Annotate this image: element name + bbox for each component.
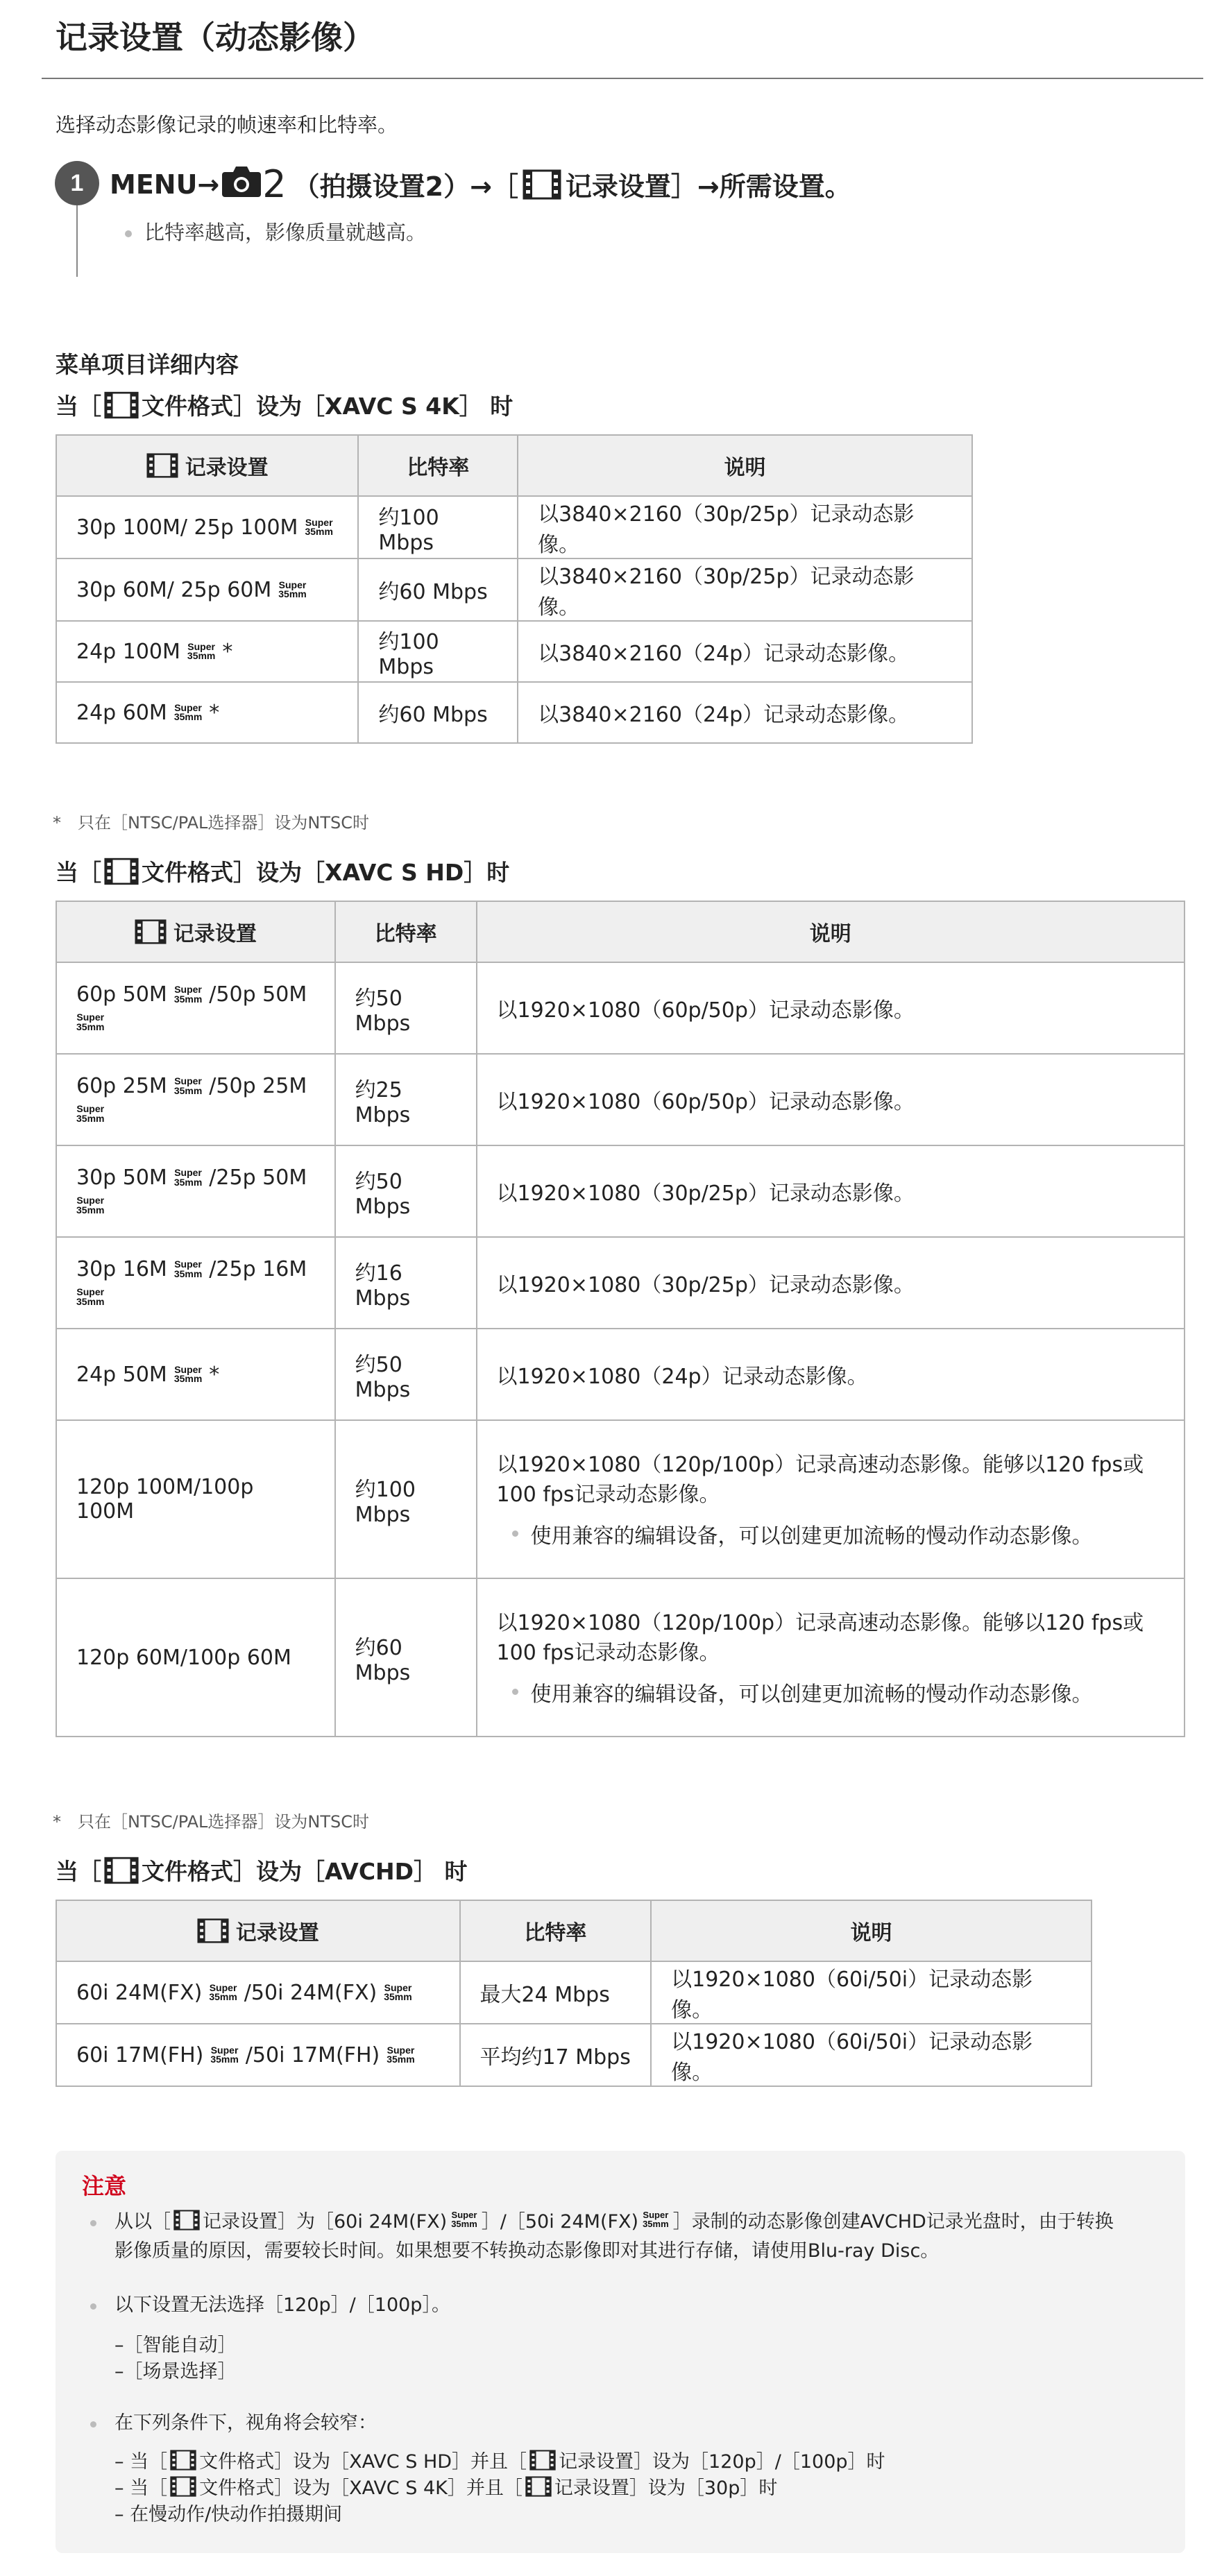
setting-text-alt: /25p 50M — [209, 1166, 307, 1190]
table-xavc-s-4k — [56, 434, 973, 744]
bullet-dot — [512, 1689, 518, 1695]
cell-setting — [56, 1054, 335, 1145]
note-item-2: 以下设置无法选择［120p］/［100p］。 — [114, 2294, 450, 2316]
cell-setting — [56, 1329, 335, 1420]
column-header-bitrate: 比特率 — [335, 901, 477, 962]
table-row — [56, 1420, 1185, 1578]
movie-film-icon — [523, 169, 561, 200]
setting-text: 30p 16M — [76, 1257, 167, 1281]
footnote-star: * — [209, 1362, 220, 1387]
setting-text: 30p 100M/ 25p 100M — [76, 515, 298, 540]
super35mm-badge: Super 35mm — [76, 1286, 105, 1307]
description-sub-bullet — [512, 1519, 1164, 1549]
super35mm-badge: Super 35mm — [173, 701, 203, 722]
note-text-part: 从以［ — [114, 2211, 171, 2233]
table-xavc-s-hd — [56, 901, 1185, 1737]
section-avchd-heading — [56, 1854, 468, 1886]
setting-text: 30p 50M — [76, 1166, 167, 1190]
table-row — [56, 496, 972, 558]
step-note — [125, 217, 426, 246]
table-row — [56, 621, 972, 682]
cell-bitrate: 约25 Mbps — [335, 1054, 477, 1145]
note-sub-item: – 在慢动作/快动作拍摄期间 — [114, 2504, 343, 2525]
cell-description — [477, 1420, 1185, 1578]
cell-description: 以1920×1080（60i/50i）记录动态影像。 — [651, 1961, 1092, 2024]
movie-film-icon — [104, 1857, 139, 1884]
super35mm-badge: Super 35mm — [173, 1167, 203, 1188]
heading-text: 文件格式］设为［XAVC S 4K］ 时 — [142, 393, 513, 420]
heading-text: 文件格式］设为［AVCHD］ 时 — [142, 1858, 468, 1885]
table-row — [56, 962, 1185, 1054]
step-after-film: 记录设置］→所需设置。 — [565, 171, 851, 202]
super35mm-badge: Super 35mm — [76, 1012, 105, 1032]
super35mm-badge: Super 35mm — [451, 2210, 477, 2229]
cell-description: 以1920×1080（60p/50p）记录动态影像。 — [477, 1054, 1185, 1145]
sub-bullet-text: 使用兼容的编辑设备，可以创建更加流畅的慢动作动态影像。 — [530, 1524, 1093, 1549]
movie-film-icon — [173, 2210, 200, 2230]
setting-text-alt: /25p 16M — [209, 1257, 307, 1281]
note-text-part: 记录设置］设为［30p］时 — [554, 2477, 778, 2499]
cell-description: 以3840×2160（30p/25p）记录动态影像。 — [518, 496, 972, 558]
setting-text: 24p 50M — [76, 1362, 167, 1387]
note-sub-item: –［智能自动］ — [114, 2335, 237, 2356]
super35mm-badge: Super 35mm — [387, 2044, 415, 2065]
super35mm-badge: Super 35mm — [643, 2210, 669, 2229]
section-xavc-s-hd-heading — [56, 855, 509, 887]
note-item-3: 在下列条件下，视角将会较窄： — [114, 2412, 377, 2434]
super35mm-badge: Super 35mm — [173, 1259, 203, 1279]
super35mm-badge: Super 35mm — [76, 1103, 105, 1124]
column-header-bitrate: 比特率 — [358, 435, 518, 496]
cell-description: 以1920×1080（24p）记录动态影像。 — [477, 1329, 1185, 1420]
setting-text-alt: /50i 17M(FH) — [245, 2042, 380, 2067]
cell-bitrate: 约16 Mbps — [335, 1237, 477, 1329]
step-camera-number: 2 — [262, 162, 287, 206]
movie-film-icon — [197, 1918, 229, 1943]
setting-text: 60i 24M(FX) — [76, 1980, 203, 2005]
column-header-bitrate: 比特率 — [460, 1900, 652, 1961]
cell-bitrate: 约60 Mbps — [358, 558, 518, 621]
note-text-part: ］录制的动态影像创建AVCHD记录光盘时，由于转换 — [672, 2211, 1114, 2233]
super35mm-badge: Super 35mm — [210, 2044, 239, 2065]
step-number-badge: 1 — [55, 161, 99, 205]
cell-setting — [56, 1237, 335, 1329]
movie-film-icon — [146, 453, 178, 478]
movie-film-icon — [104, 858, 139, 885]
table-row — [56, 2024, 1092, 2086]
cell-setting: 120p 60M/100p 60M — [56, 1578, 335, 1737]
step-instruction — [110, 162, 851, 206]
bullet-dot — [125, 230, 132, 237]
cell-bitrate: 平均约17 Mbps — [460, 2024, 652, 2086]
table-row — [56, 1578, 1185, 1737]
cell-bitrate: 约100 Mbps — [358, 496, 518, 558]
setting-text-alt: /50i 24M(FX) — [244, 1980, 377, 2005]
cell-bitrate: 约50 Mbps — [335, 1329, 477, 1420]
title-divider — [42, 78, 1203, 79]
bullet-dot — [512, 1530, 518, 1537]
note-sub-item — [114, 2473, 777, 2500]
footnote-star: * — [53, 813, 61, 833]
cell-setting — [56, 962, 335, 1054]
cell-description: 以1920×1080（60p/50p）记录动态影像。 — [477, 962, 1185, 1054]
sub-bullet-text: 使用兼容的编辑设备，可以创建更加流畅的慢动作动态影像。 — [530, 1682, 1093, 1707]
footnote — [53, 1808, 369, 1832]
note-text-part: 文件格式］设为［XAVC S 4K］并且［ — [199, 2477, 523, 2499]
cell-setting: 120p 100M/100p 100M — [56, 1420, 335, 1578]
table-row — [56, 682, 972, 743]
cell-bitrate: 约100 Mbps — [358, 621, 518, 682]
super35mm-badge: Super 35mm — [76, 1195, 105, 1216]
note-text-part: 记录设置］为［60i 24M(FX) — [203, 2211, 448, 2233]
column-header-description: 说明 — [518, 435, 972, 496]
note-text-part: – 当［ — [114, 2477, 168, 2499]
note-text-part: 记录设置］设为［120p］/［100p］时 — [559, 2451, 885, 2473]
column-header-setting — [56, 901, 335, 962]
table-row — [56, 1145, 1185, 1237]
cell-description: 以1920×1080（30p/25p）记录动态影像。 — [477, 1237, 1185, 1329]
column-header-description: 说明 — [477, 901, 1185, 962]
table-row — [56, 558, 972, 621]
bullet-dot — [90, 2421, 96, 2428]
cell-bitrate: 约60 Mbps — [335, 1578, 477, 1737]
bullet-dot — [90, 2220, 96, 2226]
setting-text-alt: /50p 25M — [209, 1074, 307, 1098]
note-sub-item: –［场景选择］ — [114, 2361, 237, 2382]
step-connector-line — [76, 205, 78, 277]
camera-icon — [222, 165, 261, 203]
step-menu-label: MENU→ — [110, 169, 220, 200]
heading-prefix: 当［ — [56, 859, 101, 886]
table-row — [56, 1054, 1185, 1145]
movie-film-icon — [104, 391, 139, 419]
movie-film-icon — [170, 2450, 196, 2471]
super35mm-badge: Super 35mm — [173, 1363, 203, 1384]
note-sub-item — [114, 2446, 885, 2473]
column-header-setting — [56, 435, 358, 496]
footnote-star: * — [209, 700, 220, 725]
movie-film-icon — [135, 919, 167, 944]
table-avchd — [56, 1900, 1092, 2087]
note-bullet — [90, 2413, 110, 2434]
intro-text: 选择动态影像记录的帧速率和比特率。 — [56, 113, 398, 137]
note-item-1 — [114, 2206, 1114, 2233]
super35mm-badge: Super 35mm — [173, 984, 203, 1005]
heading-text: 文件格式］设为［XAVC S HD］时 — [142, 859, 510, 886]
super35mm-badge: Super 35mm — [187, 640, 216, 661]
movie-film-icon — [170, 2476, 196, 2497]
cell-setting — [56, 496, 358, 558]
super35mm-badge: Super 35mm — [209, 1981, 237, 2002]
cell-description: 以3840×2160（24p）记录动态影像。 — [518, 682, 972, 743]
note-title: 注意 — [82, 2173, 127, 2199]
setting-text-alt: /50p 50M — [209, 982, 307, 1007]
note-text-part: ］/［50i 24M(FX) — [481, 2211, 639, 2233]
note-bullet — [90, 2212, 110, 2233]
footnote-text: 只在［NTSC/PAL选择器］设为NTSC时 — [78, 1812, 370, 1832]
heading-prefix: 当［ — [56, 393, 101, 420]
bullet-dot — [90, 2303, 96, 2310]
cell-bitrate: 约60 Mbps — [358, 682, 518, 743]
description-text: 以1920×1080（120p/100p）记录高速动态影像。能够以120 fps或100 fps记录动态影像。 — [496, 1610, 1144, 1665]
heading-prefix: 当［ — [56, 1858, 101, 1885]
setting-text: 60p 25M — [76, 1074, 167, 1098]
header-label: 记录设置 — [173, 922, 257, 946]
column-header-setting — [56, 1900, 460, 1961]
cell-description: 以1920×1080（30p/25p）记录动态影像。 — [477, 1145, 1185, 1237]
cell-description: 以3840×2160（24p）记录动态影像。 — [518, 621, 972, 682]
setting-text: 30p 60M/ 25p 60M — [76, 577, 272, 602]
cell-description: 以1920×1080（60i/50i）记录动态影像。 — [651, 2024, 1092, 2086]
footnote-star: * — [53, 1812, 61, 1832]
details-heading: 菜单项目详细内容 — [56, 351, 239, 378]
cell-bitrate: 最大24 Mbps — [460, 1961, 652, 2024]
table-row — [56, 1329, 1185, 1420]
cell-setting — [56, 1145, 335, 1237]
cell-bitrate: 约50 Mbps — [335, 1145, 477, 1237]
table-row — [56, 1237, 1185, 1329]
cell-setting — [56, 1961, 460, 2024]
step-note-text: 比特率越高，影像质量就越高。 — [144, 221, 427, 244]
page-title: 记录设置（动态影像） — [56, 19, 375, 56]
movie-film-icon — [525, 2476, 552, 2497]
super35mm-badge: Super 35mm — [173, 1075, 203, 1096]
table-row — [56, 1961, 1092, 2024]
setting-text: 24p 60M — [76, 700, 167, 725]
column-header-description: 说明 — [651, 1900, 1092, 1961]
cell-bitrate: 约100 Mbps — [335, 1420, 477, 1578]
cell-description — [477, 1578, 1185, 1737]
description-sub-bullet — [512, 1677, 1164, 1707]
description-text: 以1920×1080（120p/100p）记录高速动态影像。能够以120 fps或100 fps记录动态影像。 — [496, 1452, 1144, 1507]
super35mm-badge: Super 35mm — [278, 579, 307, 599]
header-label: 记录设置 — [235, 1921, 319, 1945]
step-after-icon: （拍摄设置2）→［ — [293, 171, 518, 202]
cell-setting — [56, 682, 358, 743]
footnote-text: 只在［NTSC/PAL选择器］设为NTSC时 — [78, 813, 370, 833]
movie-film-icon — [529, 2450, 556, 2471]
note-bullet — [90, 2295, 110, 2317]
cell-setting — [56, 558, 358, 621]
note-text-part: 文件格式］设为［XAVC S HD］并且［ — [199, 2451, 527, 2473]
cell-setting — [56, 621, 358, 682]
cell-description: 以3840×2160（30p/25p）记录动态影像。 — [518, 558, 972, 621]
setting-text: 24p 100M — [76, 639, 180, 664]
header-label: 记录设置 — [185, 456, 269, 480]
super35mm-badge: Super 35mm — [305, 516, 333, 537]
cell-setting — [56, 2024, 460, 2086]
cell-bitrate: 约50 Mbps — [335, 962, 477, 1054]
note-text-part: – 当［ — [114, 2451, 168, 2473]
setting-text: 60i 17M(FH) — [76, 2042, 204, 2067]
setting-text: 60p 50M — [76, 982, 167, 1007]
footnote-star: * — [222, 639, 233, 664]
footnote — [53, 809, 369, 833]
section-xavc-s-4k-heading — [56, 389, 513, 421]
note-item-1-line2: 影像质量的原因，需要较长时间。如果想要不转换动态影像即对其进行存储，请使用Blu-ray Disc。 — [114, 2240, 940, 2262]
super35mm-badge: Super 35mm — [384, 1981, 412, 2002]
